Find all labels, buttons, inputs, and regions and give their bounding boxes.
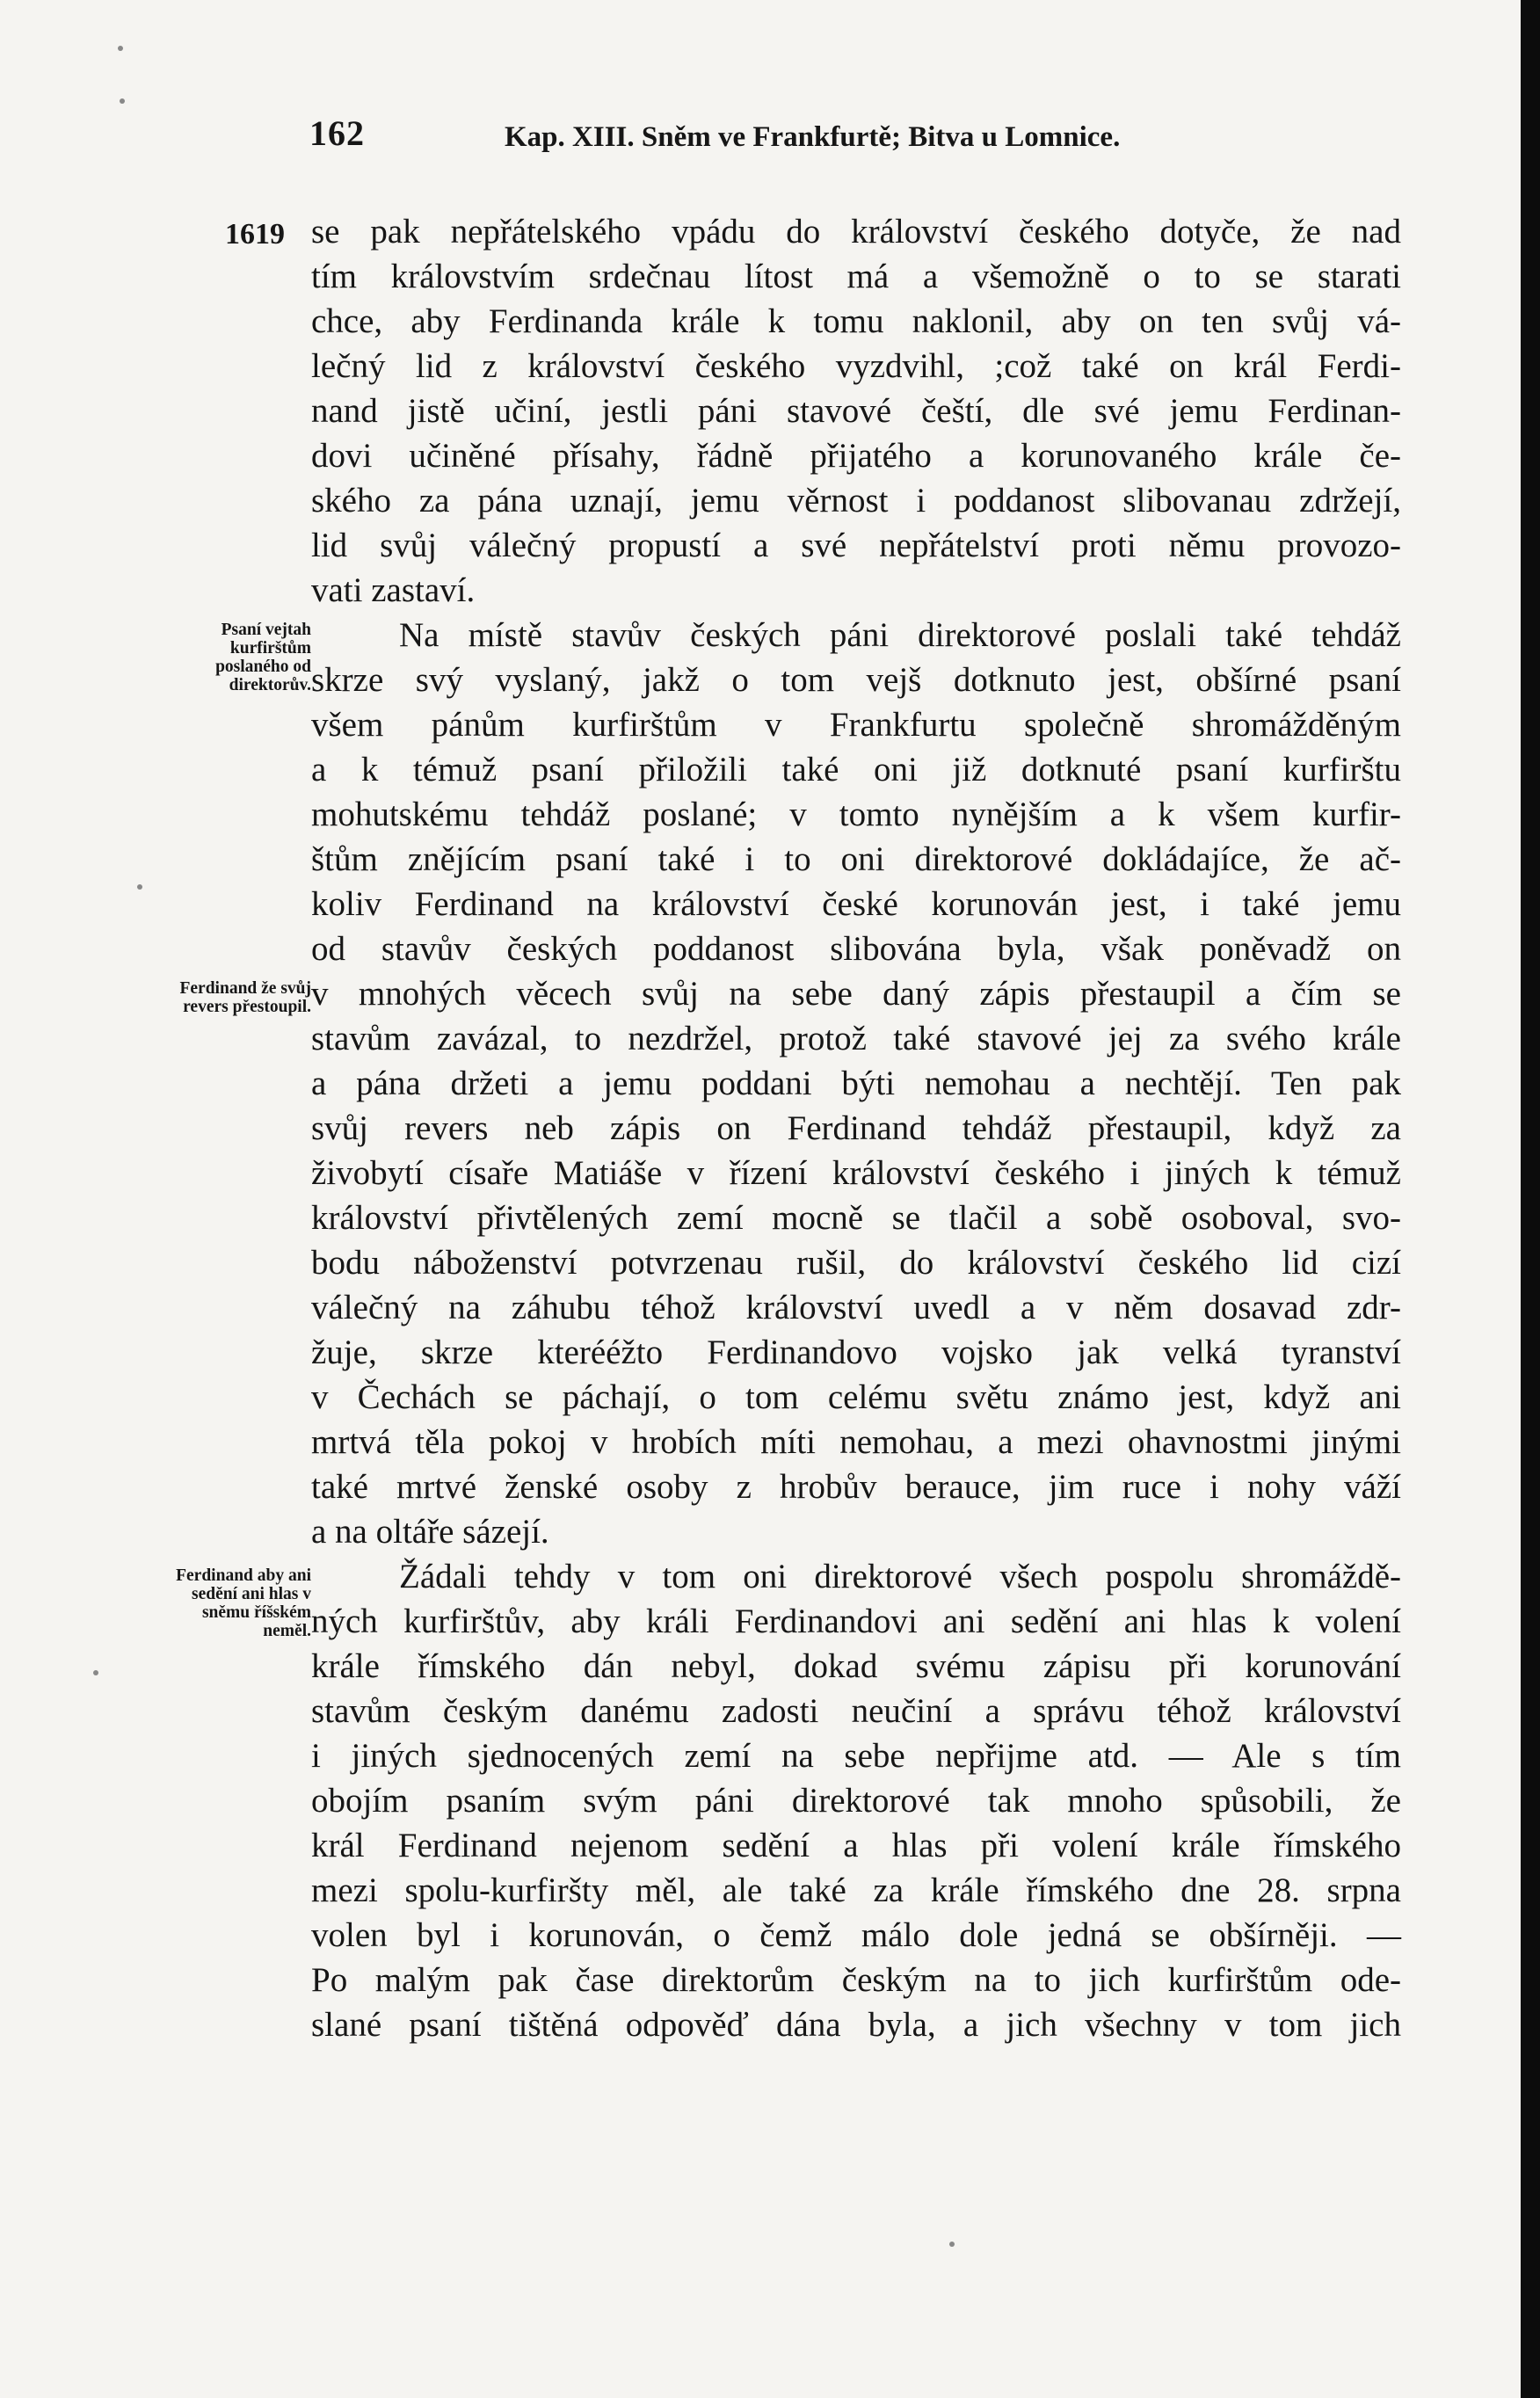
text-line: žuje, skrze kterééžto Ferdinandovo vojsko jak velká tyranství xyxy=(311,1333,1401,1371)
text-line: mohutskému tehdáž poslané; v tomto nynějším a k všem kurfir- xyxy=(311,796,1401,833)
text-line: mezi spolu-kurfiršty měl, ale také za krále římského dne 28. srpna xyxy=(311,1871,1401,1909)
text-line: skrze svý vyslaný, jakž o tom vejš dotknuto jest, obšírné psaní xyxy=(311,661,1401,699)
margin-note: Ferdinand že svůj revers přestoupil. xyxy=(179,979,311,1016)
text-line: se pak nepřátelského vpádu do království českého dotyče, že nad xyxy=(311,213,1401,251)
text-line: lečný lid z království českého vyzdvihl, ;což také on král Ferdi- xyxy=(311,347,1401,385)
text-line: mrtvá těla pokoj v hrobích míti nemohau, a mezi ohavnostmi jinými xyxy=(311,1423,1401,1461)
text-line: a na oltáře sázejí. xyxy=(311,1513,549,1551)
text-line: Žádali tehdy v tom oni direktorové všech pospolu shromáždě- xyxy=(399,1558,1401,1595)
text-line: koliv Ferdinand na království české korunován jest, i také jemu xyxy=(311,885,1401,923)
text-line: slané psaní tištěná odpověď dána byla, a jich všechny v tom jich xyxy=(311,2006,1401,2044)
text-line: Na místě stavův českých páni direktorové poslali také tehdáž xyxy=(399,616,1401,654)
text-line: krále římského dán nebyl, dokad svému zápisu při korunování xyxy=(311,1647,1401,1685)
margin-note: Ferdinand aby ani sedění ani hlas v sněmu říšském neměl. xyxy=(176,1566,311,1640)
text-line: tím královstvím srdečnau lítost má a všemožně o to se starati xyxy=(311,258,1401,295)
text-line: dovi učiněné přísahy, řádně přijatého a korunovaného krále če- xyxy=(311,437,1401,475)
text-line: obojím psaním svým páni direktorové tak mnoho spůsobili, že xyxy=(311,1782,1401,1820)
text-line: v mnohých věcech svůj na sebe daný zápis přestaupil a čím se xyxy=(311,975,1401,1013)
page-header xyxy=(309,113,1399,165)
text-line: i jiných sjednocených zemí na sebe nepřijme atd. — Ale s tím xyxy=(311,1737,1401,1775)
text-line: ných kurfirštův, aby králi Ferdinandovi ani sedění ani hlas k volení xyxy=(311,1602,1401,1640)
running-head: Kap. XIII. Sněm ve Frankfurtě; Bitva u Lomnice. xyxy=(505,121,1121,153)
text-line: svůj revers neb zápis on Ferdinand tehdáž přestaupil, když za xyxy=(311,1109,1401,1147)
text-line: nand jistě učiní, jestli páni stavové čeští, dle své jemu Ferdinan- xyxy=(311,392,1401,430)
text-line: také mrtvé ženské osoby z hrobův berauce, jim ruce i nohy váží xyxy=(311,1468,1401,1506)
text-line: a pána držeti a jemu poddani býti nemohau a nechtějí. Ten pak xyxy=(311,1065,1401,1102)
text-line: válečný na záhubu téhož království uvedl a v něm dosavad zdr- xyxy=(311,1289,1401,1326)
text-line: lid svůj válečný propustí a své nepřátelství proti němu provozo- xyxy=(311,527,1401,564)
margin-note: Psaní vejtah kurfirštům poslaného od direktorův. xyxy=(215,621,311,694)
text-line: všem pánům kurfirštům v Frankfurtu společně shromážděným xyxy=(311,706,1401,744)
text-line: v Čechách se páchají, o tom celému světu známo jest, když ani xyxy=(311,1378,1401,1416)
text-line: království přivtělených zemí mocně se tlačil a sobě osoboval, svo- xyxy=(311,1199,1401,1237)
text-line: štům znějícím psaní také i to oni direktorové dokládajíce, že ač- xyxy=(311,840,1401,878)
text-line: od stavův českých poddanost slibována byla, však poněvadž on xyxy=(311,930,1401,968)
text-line: bodu náboženství potvrzenau rušil, do království českého lid cizí xyxy=(311,1244,1401,1282)
text-line: král Ferdinand nejenom sedění a hlas při volení krále římského xyxy=(311,1827,1401,1864)
scan-speck xyxy=(120,98,125,104)
text-line: vati zastaví. xyxy=(311,571,476,609)
scan-speck xyxy=(93,1670,98,1675)
body-text xyxy=(311,209,1401,2047)
text-line: ského za pána uznají, jemu věrnost i poddanost slibovanau zdržejí, xyxy=(311,482,1401,520)
scan-speck xyxy=(118,46,123,51)
scan-speck xyxy=(949,2242,955,2247)
text-line: chce, aby Ferdinanda krále k tomu naklonil, aby on ten svůj vá- xyxy=(311,302,1401,340)
page-number: 162 xyxy=(309,113,365,153)
margin-year: 1619 xyxy=(225,218,285,251)
text-line: Po malým pak čase direktorům českým na to jich kurfirštům ode- xyxy=(311,1961,1401,1999)
text-line: stavům zavázal, to nezdržel, protož také stavové jej za svého krále xyxy=(311,1020,1401,1057)
scan-speck xyxy=(137,884,142,890)
text-line: stavům českým danému zadosti neučiní a správu téhož království xyxy=(311,1692,1401,1730)
text-line: volen byl i korunován, o čemž málo dole jedná se obšírněji. — xyxy=(311,1916,1401,1954)
text-line: živobytí císaře Matiáše v řízení království českého i jiných k témuž xyxy=(311,1154,1401,1192)
scan-edge xyxy=(1521,0,1540,2398)
text-line: a k témuž psaní přiložili také oni již dotknuté psaní kurfirštu xyxy=(311,751,1401,788)
